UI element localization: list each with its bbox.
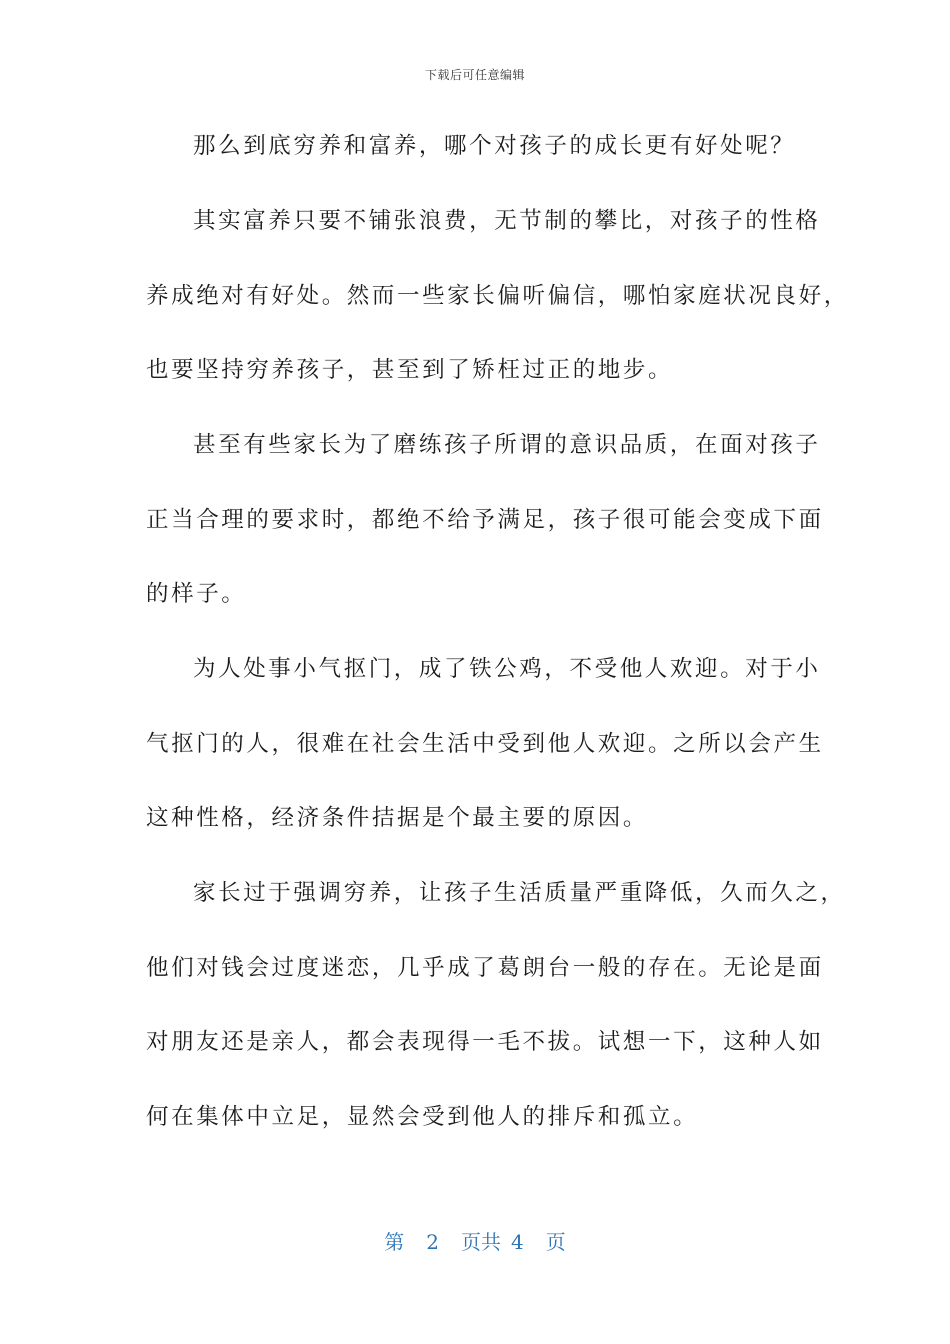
paragraph-5-line-3: 对朋友还是亲人，都会表现得一毛不拔。试想一下，这种人如 xyxy=(146,1029,824,1055)
footer-prefix: 第 xyxy=(384,1230,405,1254)
paragraph-4-line-2: 气抠门的人，很难在社会生活中受到他人欢迎。之所以会产生 xyxy=(146,731,824,757)
page-footer xyxy=(0,1226,950,1255)
paragraph-3-line-3: 的样子。 xyxy=(146,581,247,607)
footer-total-pages: 4 xyxy=(511,1230,524,1254)
footer-suffix: 页 xyxy=(545,1230,566,1254)
paragraph-5-line-2: 他们对钱会过度迷恋，几乎成了葛朗台一般的存在。无论是面 xyxy=(146,955,824,981)
paragraph-5-line-1: 家长过于强调穷养，让孩子生活质量严重降低，久而久之， xyxy=(193,880,846,906)
paragraph-3-line-1: 甚至有些家长为了磨练孩子所谓的意识品质，在面对孩子 xyxy=(193,432,821,458)
paragraph-4-line-3: 这种性格，经济条件拮据是个最主要的原因。 xyxy=(146,805,649,831)
paragraph-5-line-4: 何在集体中立足，显然会受到他人的排斥和孤立。 xyxy=(146,1104,699,1130)
footer-middle: 页共 xyxy=(461,1230,501,1254)
page-header: 下载后可任意编辑 xyxy=(424,68,525,82)
paragraph-3-line-2: 正当合理的要求时，都绝不给予满足，孩子很可能会变成下面 xyxy=(146,507,824,533)
paragraph-2-line-2: 养成绝对有好处。然而一些家长偏听偏信，哪怕家庭状况良好， xyxy=(146,283,849,309)
paragraph-2-line-3: 也要坚持穷养孩子，甚至到了矫枉过正的地步。 xyxy=(146,357,674,383)
paragraph-1-line-1: 那么到底穷养和富养，哪个对孩子的成长更有好处呢？ xyxy=(193,133,796,159)
paragraph-4-line-1: 为人处事小气抠门，成了铁公鸡，不受他人欢迎。对于小 xyxy=(193,656,821,682)
paragraph-2-line-1: 其实富养只要不铺张浪费，无节制的攀比，对孩子的性格 xyxy=(193,208,821,234)
footer-current-page: 2 xyxy=(426,1230,439,1254)
